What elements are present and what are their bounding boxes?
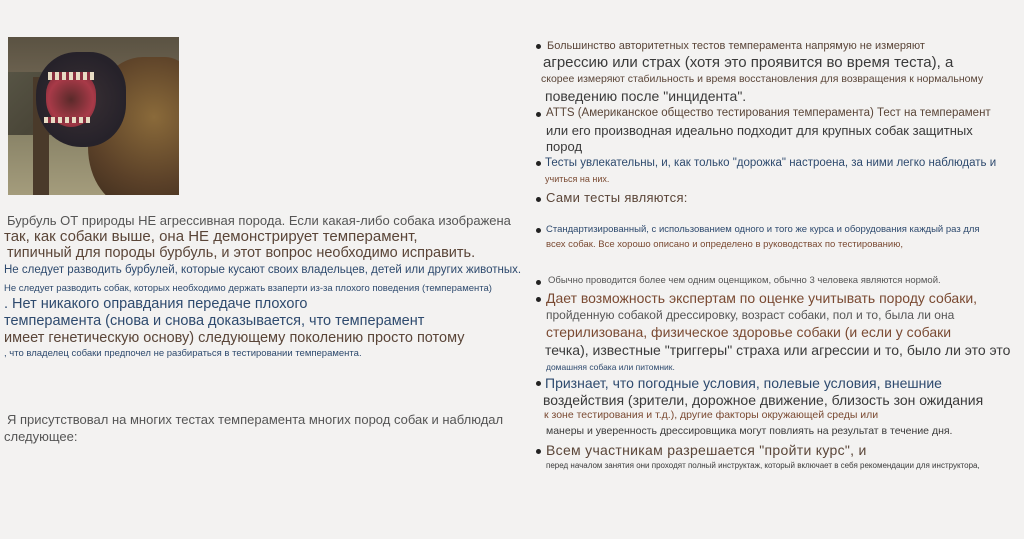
bullet-icon	[536, 112, 541, 117]
text-line: имеет генетическую основу) следующему поколению просто потому	[4, 330, 465, 346]
text-line: поведению после "инцидента".	[545, 88, 747, 104]
text-line: Не следует разводить бурбулей, которые кусают своих владельцев, детей или других животных.	[4, 264, 522, 276]
text-line: Всем участникам разрешается "пройти курс", и	[546, 442, 867, 458]
text-line: стерилизована, физическое здоровье собаки (и если у собаки	[546, 324, 952, 340]
text-line: Дает возможность экспертам по оценке учитывать породу собаки,	[546, 290, 978, 306]
bullet-icon	[536, 280, 541, 285]
text-line: темперамента (снова и снова доказывается, что темперамент	[4, 313, 425, 329]
photo-dog-teeth-lower	[44, 117, 90, 123]
bullet-icon	[536, 161, 541, 166]
bullet-icon	[536, 381, 541, 386]
bullet-icon	[536, 228, 541, 233]
photo-dog-teeth	[48, 72, 94, 80]
text-line: Сами тесты являются:	[546, 190, 688, 205]
text-line: Тесты увлекательны, и, как только "дорожка" настроена, за ними легко наблюдать и	[545, 157, 997, 169]
text-line: так, как собаки выше, она НЕ демонстрирует темперамент,	[4, 228, 418, 245]
text-line: агрессию или страх (хотя это проявится во время теста), а	[543, 54, 954, 71]
bullet-icon	[536, 297, 541, 302]
text-line: Обычно проводится более чем одним оценщиком, обычно 3 человека являются нормой.	[548, 275, 941, 286]
text-line: . Нет никакого оправдания передаче плохого	[4, 296, 308, 312]
text-line: учиться на них.	[545, 174, 610, 184]
text-line: воздействия (зрители, дорожное движение, близость зон ожидания	[543, 392, 984, 408]
text-line: перед началом занятия они проходят полный инструктаж, который включает в себя рекомендации для инструктора,	[546, 461, 980, 470]
text-line: типичный для породы бурбуль, и этот вопрос необходимо исправить.	[7, 245, 476, 261]
text-line: Я присутствовал на многих тестах темперамента многих пород собак и наблюдал	[7, 412, 504, 427]
text-line: всех собак. Все хорошо описано и определено в руководствах по тестированию,	[546, 239, 904, 250]
text-line: пород	[546, 139, 583, 154]
text-line: к зоне тестирования и т.д.), другие факторы окружающей среды или	[544, 409, 879, 421]
text-line: скорее измеряют стабильность и время восстановления для возвращения к нормальному	[541, 73, 984, 85]
text-line: следующее:	[4, 429, 78, 444]
text-line: течка), известные "триггеры" страха или агрессии и то, было ли это это	[545, 342, 1011, 358]
bullet-icon	[536, 197, 541, 202]
text-line: манеры и уверенность дрессировщика могут повлиять на результат в течение дня.	[546, 425, 953, 437]
text-line: Большинство авторитетных тестов темперамента напрямую не измеряют	[547, 40, 925, 52]
text-line: Бурбуль ОТ природы НЕ агрессивная порода. Если какая-либо собака изображена	[7, 213, 511, 228]
text-line: домашняя собака или питомник.	[546, 362, 675, 372]
dog-photo	[8, 37, 179, 195]
text-line: Стандартизированный, с использованием одного и того же курса и оборудования каждый раз для	[546, 224, 980, 235]
text-line: ATTS (Американское общество тестирования темперамента) Тест на темперамент	[546, 107, 991, 119]
text-line: Признает, что погодные условия, полевые условия, внешние	[545, 375, 942, 391]
text-line: или его производная идеально подходит для крупных собак защитных	[546, 123, 973, 138]
text-line: пройденную собакой дрессировку, возраст собаки, пол и то, была ли она	[546, 308, 955, 322]
text-line: , что владелец собаки предпочел не разбираться в тестировании темперамента.	[4, 348, 362, 359]
text-line: Не следует разводить собак, которых необходимо держать взаперти из-за плохого поведения (темперамента)	[4, 283, 492, 294]
bullet-icon	[536, 449, 541, 454]
bullet-icon	[536, 44, 541, 49]
